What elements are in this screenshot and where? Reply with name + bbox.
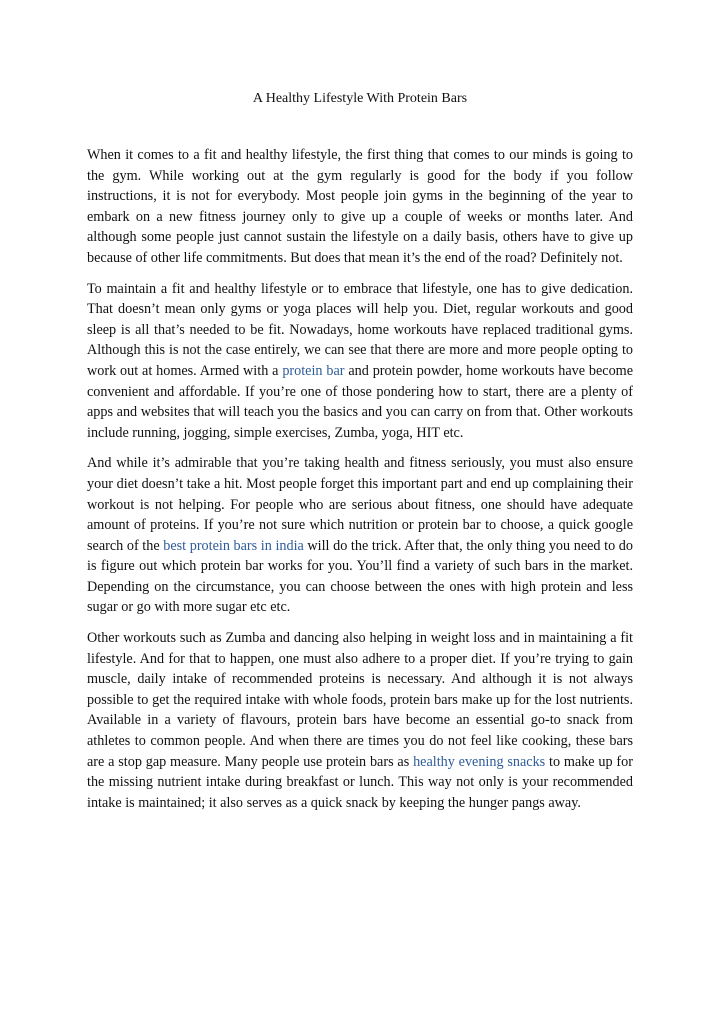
protein-bar-link[interactable]: protein bar: [282, 362, 345, 379]
paragraph-3: [87, 453, 633, 618]
paragraph-2-text-before: To maintain a fit and healthy lifestyle or to embrace that lifestyle, one has to give dedication. That doesn’t mean only gyms or yoga places will help you. Diet, regular workouts and good sleep is all that’s needed to be fit. Nowadays, home workouts have replaced traditional gyms. Although this is not the case entirely, we can see that there are more and more people opting to work out at homes. Armed with a: [87, 280, 633, 379]
paragraph-1: [87, 145, 633, 269]
document-body: [87, 145, 633, 823]
paragraph-4-text-before: Other workouts such as Zumba and dancing also helping in weight loss and in maintaining a fit lifestyle. And for that to happen, one must also adhere to a proper diet. If you’re trying to gain muscle, daily intake of recommended proteins is necessary. And although it is not always possible to get the required intake with whole foods, protein bars make up for the lost nutrients. Available in a variety of flavours, protein bars have become an essential go-to snack from athletes to common people. And when there are times you do not feel like cooking, these bars are a stop gap measure. Many people use protein bars as: [87, 630, 633, 770]
best-protein-bars-link[interactable]: best protein bars in india: [163, 537, 304, 554]
paragraph-4: [87, 628, 633, 813]
paragraph-2: [87, 279, 633, 444]
paragraph-4-text-after: to make up for the missing nutrient intake during breakfast or lunch. This way not only is your recommended intake is maintained; it also serves as a quick snack by keeping the hunger pangs away.: [87, 753, 633, 811]
paragraph-3-text-after: will do the trick. After that, the only thing you need to do is figure out which protein bar works for you. You’ll find a variety of such bars in the market. Depending on the circumstance, you can choose between the ones with high protein and less sugar or go with more sugar etc etc.: [87, 537, 633, 616]
document-title: A Healthy Lifestyle With Protein Bars: [252, 91, 468, 106]
healthy-evening-snacks-link[interactable]: healthy evening snacks: [413, 753, 546, 770]
paragraph-2-text-after: and protein powder, home workouts have become convenient and affordable. If you’re one of those pondering how to start, there are a plenty of apps and websites that will teach you the basics and you can carry on from that. Other workouts include running, jogging, simple exercises, Zumba, yoga, HIT etc.: [87, 362, 633, 441]
paragraph-3-text-before: And while it’s admirable that you’re taking health and fitness seriously, you must also ensure your diet doesn’t take a hit. Most people forget this important part and end up complaining their workout is not helping. For people who are serious about fitness, one should have adequate amount of proteins. If you’re not sure which nutrition or protein bar to choose, a quick google search of the: [87, 455, 633, 554]
paragraph-1-text: When it comes to a fit and healthy lifestyle, the first thing that comes to our minds is going to the gym. While working out at the gym regularly is good for the body if you follow instructions, it is not for everybody. Most people join gyms in the beginning of the year to embark on a new fitness journey only to give up a couple of weeks or months later. And although some people just cannot sustain the lifestyle on a daily basis, others have to give up because of other life commitments. But does that mean it’s the end of the road? Definitely not.: [87, 147, 633, 266]
